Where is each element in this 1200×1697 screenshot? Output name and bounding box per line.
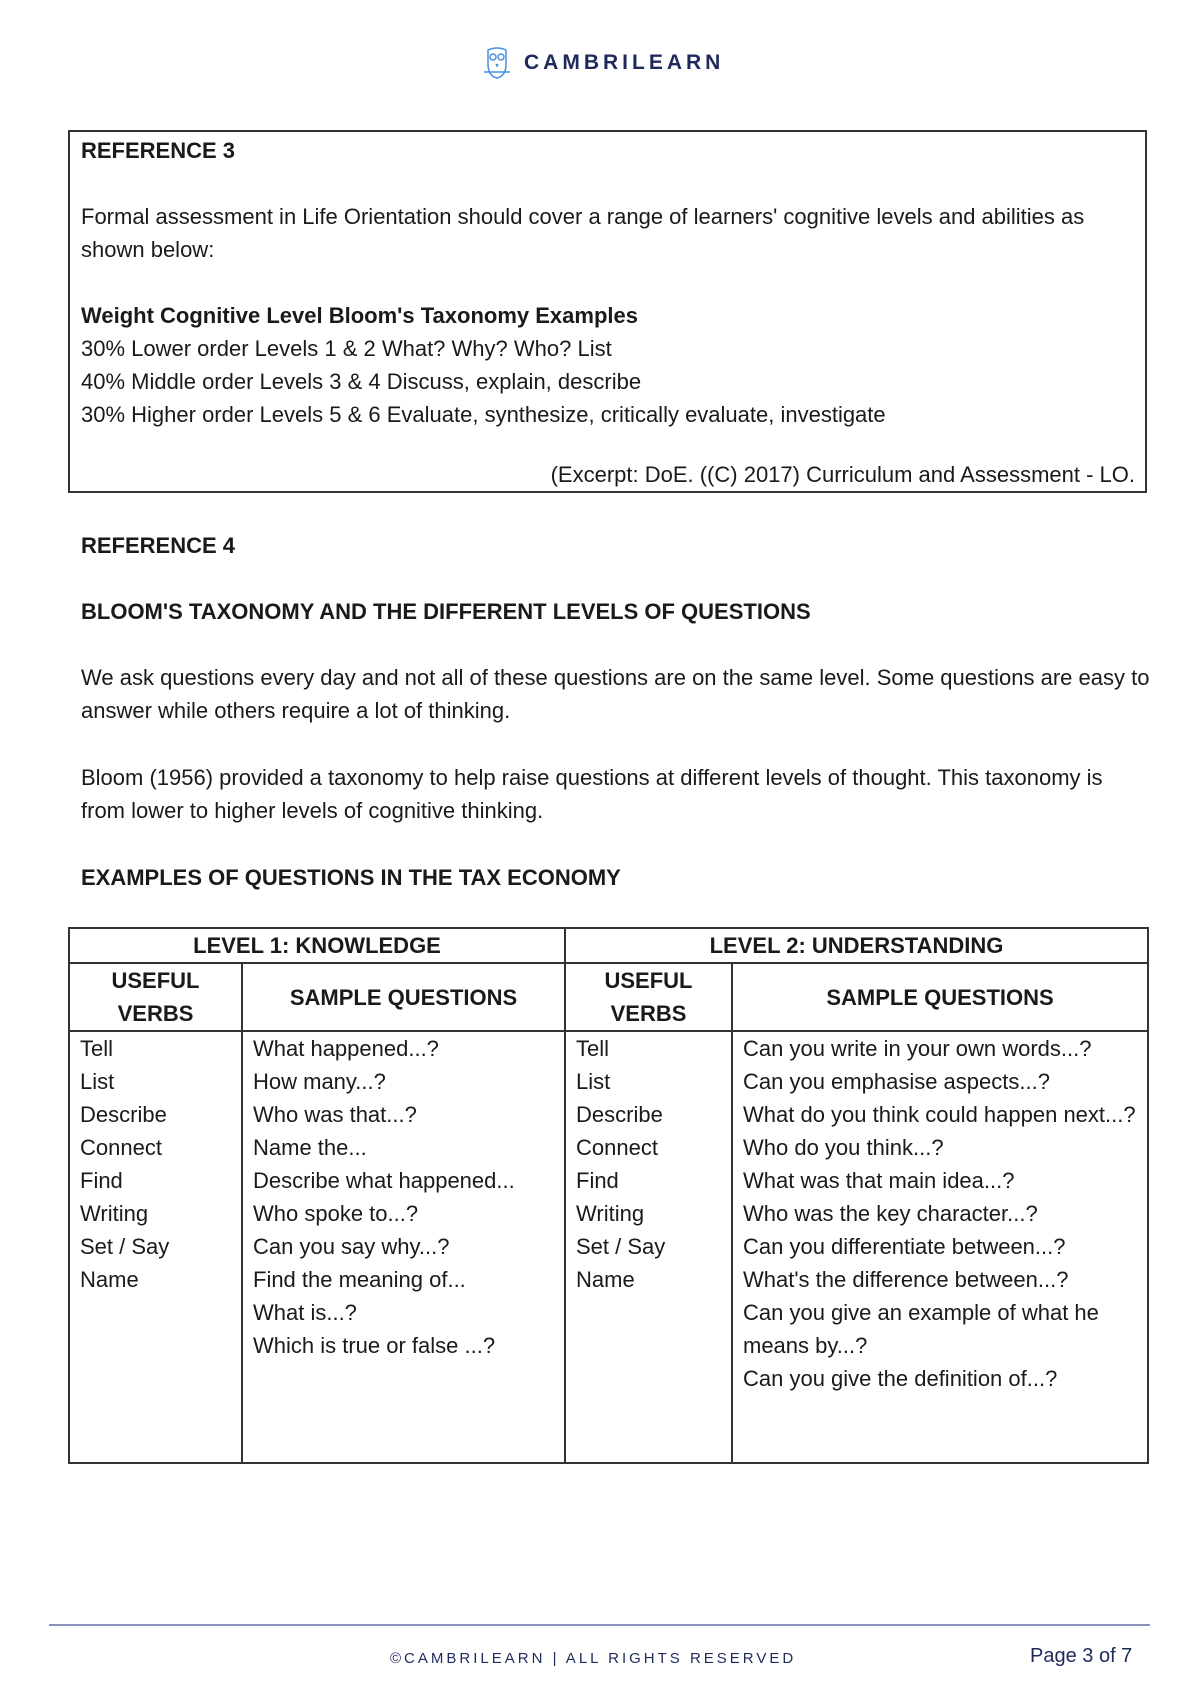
- list-item: Describe what happened...: [253, 1168, 515, 1193]
- level-1-header: LEVEL 1: KNOWLEDGE: [69, 928, 565, 963]
- paragraph-1: We ask questions every day and not all of these questions are on the same level. Some questions are easy to answer while others require a lot of thinking.: [81, 665, 1150, 723]
- list-item: Which is true or false ...?: [253, 1333, 496, 1358]
- brand-logo: [484, 46, 724, 80]
- bloom-heading: BLOOM'S TAXONOMY AND THE DIFFERENT LEVELS OF QUESTIONS: [81, 599, 811, 624]
- list-item: What is...?: [253, 1300, 357, 1325]
- list-item: List: [80, 1069, 115, 1094]
- list-item: Writing: [80, 1201, 149, 1226]
- page-number: Page 3 of 7: [1030, 1645, 1133, 1667]
- list-item: Connect: [576, 1135, 658, 1160]
- list-item: Name: [576, 1267, 635, 1292]
- list-item: What happened...?: [253, 1036, 439, 1061]
- list-item: Who do you think...?: [743, 1135, 944, 1160]
- list-item: What do you think could happen next...?: [743, 1102, 1136, 1127]
- list-item: Describe: [576, 1102, 663, 1127]
- brand-name: CAMBRILEARN: [524, 51, 725, 74]
- list-item: Writing: [576, 1201, 645, 1226]
- excerpt-citation: (Excerpt: DoE. ((C) 2017) Curriculum and Assessment - LO.: [550, 462, 1135, 487]
- list-item: Who was the key character...?: [743, 1201, 1038, 1226]
- list-item: Name the...: [253, 1135, 367, 1160]
- level-2-questions: [732, 1031, 1148, 1463]
- reference-4-title: REFERENCE 4: [81, 533, 236, 558]
- list-item: Who was that...?: [253, 1102, 417, 1127]
- list-item: Can you say why...?: [253, 1234, 450, 1259]
- list-item: Tell: [576, 1036, 610, 1061]
- list-item: Name: [80, 1267, 139, 1292]
- reference-3-box: [68, 130, 1147, 493]
- list-item: Find the meaning of...: [253, 1267, 466, 1292]
- list-item: Set / Say: [576, 1234, 666, 1259]
- list-item: What's the difference between...?: [743, 1267, 1069, 1292]
- list-item: Can you differentiate between...?: [743, 1234, 1066, 1259]
- list-item: How many...?: [253, 1069, 386, 1094]
- owl-icon: [484, 46, 510, 80]
- verbs-header: USEFUL VERBS: [69, 963, 242, 1031]
- weight-row: 40% Middle order Levels 3 & 4 Discuss, explain, describe: [81, 369, 642, 394]
- list-item: Can you give an example of what he means by...?: [743, 1300, 1099, 1358]
- footer-divider: [49, 1624, 1150, 1626]
- questions-table: [68, 927, 1149, 1464]
- list-item: Can you write in your own words...?: [743, 1036, 1092, 1061]
- list-item: Tell: [80, 1036, 114, 1061]
- list-item: List: [576, 1069, 611, 1094]
- level-2-header: LEVEL 2: UNDERSTANDING: [565, 928, 1148, 963]
- level-1-questions: [242, 1031, 565, 1463]
- questions-header: SAMPLE QUESTIONS: [732, 963, 1148, 1031]
- weights-heading: Weight Cognitive Level Bloom's Taxonomy Examples: [81, 303, 638, 328]
- list-item: What was that main idea...?: [743, 1168, 1015, 1193]
- questions-header: SAMPLE QUESTIONS: [242, 963, 565, 1031]
- list-item: Can you give the definition of...?: [743, 1366, 1058, 1391]
- verbs-header: USEFUL VERBS: [565, 963, 732, 1031]
- list-item: Find: [80, 1168, 123, 1193]
- level-2-verbs: [565, 1031, 732, 1463]
- reference-3-intro: Formal assessment in Life Orientation should cover a range of learners' cognitive levels and abilities as shown below:: [81, 204, 1085, 262]
- list-item: Find: [576, 1168, 619, 1193]
- weight-row: 30% Higher order Levels 5 & 6 Evaluate, synthesize, critically evaluate, investigate: [81, 402, 886, 427]
- level-1-verbs: [69, 1031, 242, 1463]
- weight-row: 30% Lower order Levels 1 & 2 What? Why? Who? List: [81, 336, 612, 361]
- list-item: Can you emphasise aspects...?: [743, 1069, 1050, 1094]
- list-item: Describe: [80, 1102, 167, 1127]
- examples-heading: EXAMPLES OF QUESTIONS IN THE TAX ECONOMY: [81, 865, 621, 890]
- list-item: Who spoke to...?: [253, 1201, 419, 1226]
- paragraph-2: Bloom (1956) provided a taxonomy to help raise questions at different levels of thought. This taxonomy is from lower to higher levels of cognitive thinking.: [81, 765, 1103, 823]
- list-item: Connect: [80, 1135, 162, 1160]
- reference-3-title: REFERENCE 3: [81, 138, 236, 163]
- footer-copyright: ©CAMBRILEARN | ALL RIGHTS RESERVED: [390, 1650, 797, 1667]
- list-item: Set / Say: [80, 1234, 170, 1259]
